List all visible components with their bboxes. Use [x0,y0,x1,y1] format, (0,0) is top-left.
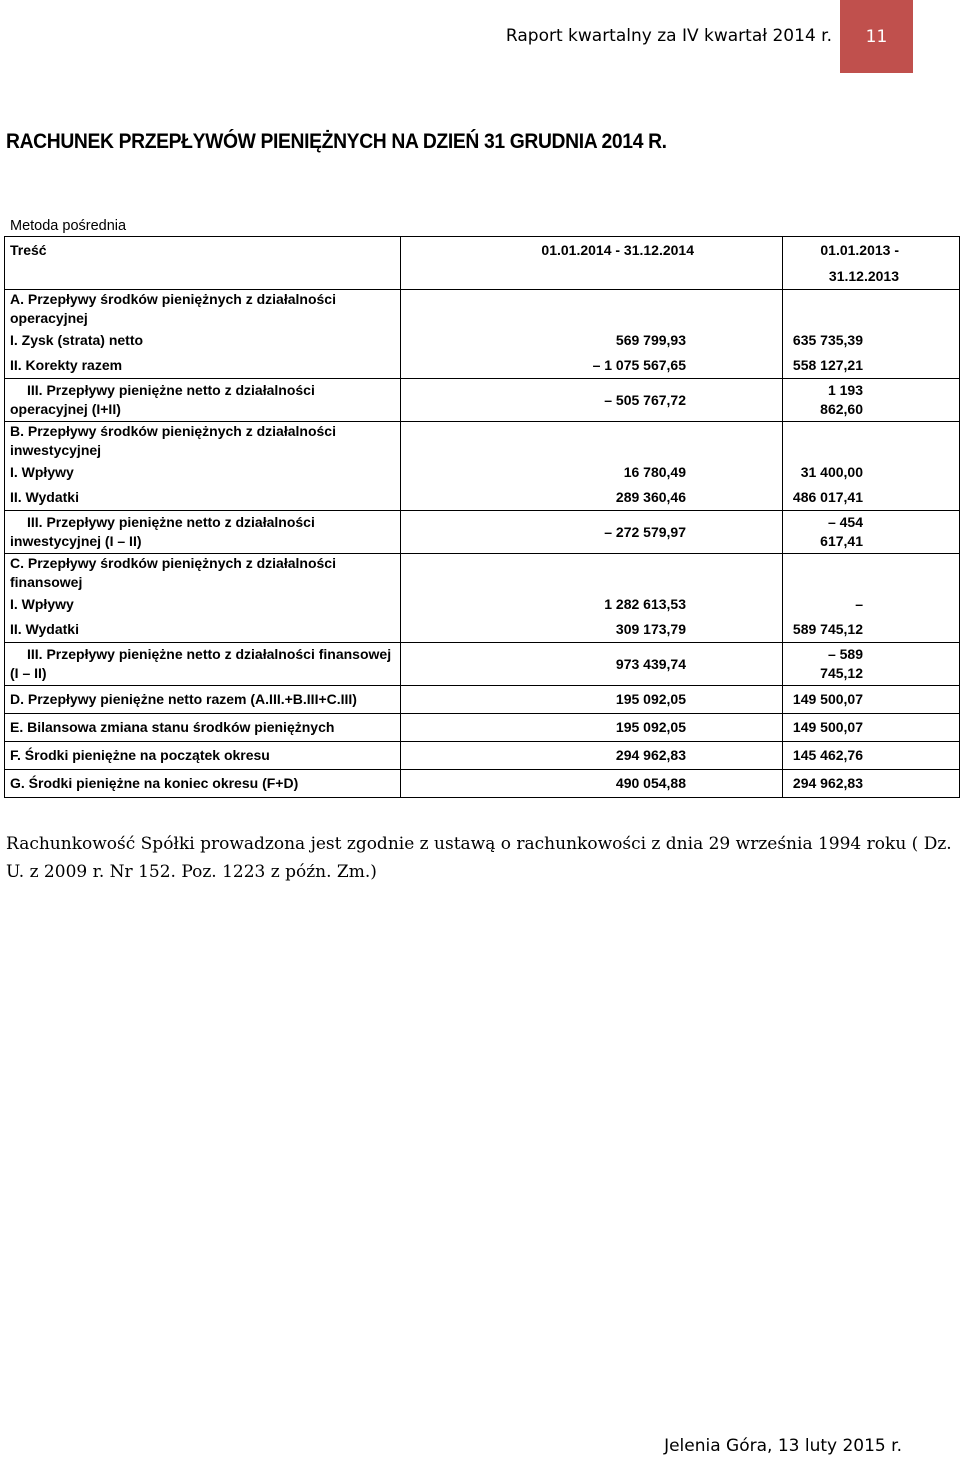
page-number: 11 [865,26,888,47]
accounting-note: Rachunkowość Spółki prowadzona jest zgodnie z ustawą o rachunkowości z dnia 29 września 1994 roku ( Dz. U. z 2009 r. Nr 152. Poz. 1223 z późn. Zm.) [6,834,952,882]
row-value-2014: 195 092,05 [401,686,783,714]
row-value-2014: 195 092,05 [401,714,783,742]
row-label-text: C. Przepływy środków pieniężnych z działalności finansowej [10,555,336,590]
row-value-2013: 149 500,07 [783,686,960,714]
header-period-2014: 01.01.2014 - 31.12.2014 [401,237,783,290]
table-row [5,379,960,422]
row-value-2013 [783,554,960,593]
row-label [5,328,401,353]
row-label [5,643,401,686]
row-label [5,290,401,329]
row-value-2014 [401,290,783,329]
cash-flow-table [4,236,960,798]
table-row [5,422,960,461]
row-value-2013: 294 962,83 [783,770,960,798]
row-value-2013: – 454 617,41 [783,511,960,554]
row-value-2014: 973 439,74 [401,643,783,686]
row-label [5,422,401,461]
row-value-2013: 1 193 862,60 [783,379,960,422]
row-label-text: II. Wydatki [10,489,79,505]
row-label: D. Przepływy pieniężne netto razem (A.III.+B.III+C.III) [5,686,401,714]
table-row [5,742,960,770]
row-value-2013: – [783,592,960,617]
row-value-2014 [401,422,783,461]
table-row [5,460,960,485]
method-label: Metoda pośrednia [10,218,127,234]
row-value-2014: 294 962,83 [401,742,783,770]
row-value-2013: 149 500,07 [783,714,960,742]
row-label-text: A. Przepływy środków pieniężnych z działalności operacyjnej [10,291,336,326]
row-label [5,592,401,617]
table-row [5,554,960,593]
row-label [5,379,401,422]
row-value-2014: 289 360,46 [401,485,783,511]
row-value-2013: 635 735,39 [783,328,960,353]
row-label-text: I. Wpływy [10,464,74,480]
page-number-badge [840,0,913,73]
header-period-2013: 01.01.2013 - 31.12.2013 [783,237,960,290]
report-header-title: Raport kwartalny za IV kwartał 2014 r. [505,26,832,46]
table-row [5,511,960,554]
row-label [5,554,401,593]
table-row [5,485,960,511]
row-label [5,353,401,379]
row-value-2013: 31 400,00 [783,460,960,485]
header-label: Treść [5,237,401,290]
table-row [5,617,960,643]
table-row [5,592,960,617]
row-value-2013 [783,290,960,329]
row-value-2013 [783,422,960,461]
table-row [5,643,960,686]
row-label-text: III. Przepływy pieniężne netto z działalności operacyjnej (I+II) [10,382,315,417]
row-label-text: III. Przepływy pieniężne netto z działalności finansowej (I – II) [10,646,392,681]
row-label [5,617,401,643]
row-label: F. Środki pieniężne na początek okresu [5,742,401,770]
row-label [5,485,401,511]
row-label-text: I. Wpływy [10,596,74,612]
row-value-2014: 309 173,79 [401,617,783,643]
row-value-2014: 16 780,49 [401,460,783,485]
table-row [5,353,960,379]
row-label: G. Środki pieniężne na koniec okresu (F+D) [5,770,401,798]
table-row [5,686,960,714]
row-label: E. Bilansowa zmiana stanu środków pieniężnych [5,714,401,742]
row-label-text: II. Korekty razem [10,357,123,373]
place-and-date: Jelenia Góra, 13 luty 2015 r. [664,1436,902,1456]
row-value-2013: 589 745,12 [783,617,960,643]
row-value-2013: 558 127,21 [783,353,960,379]
row-label-text: III. Przepływy pieniężne netto z działalności inwestycyjnej (I – II) [10,514,315,549]
row-value-2014: 490 054,88 [401,770,783,798]
row-value-2013: 145 462,76 [783,742,960,770]
row-label [5,511,401,554]
table-row [5,290,960,329]
row-value-2014: – 505 767,72 [401,379,783,422]
table-header-row [5,237,960,290]
row-value-2013: – 589 745,12 [783,643,960,686]
row-label-text: B. Przepływy środków pieniężnych z działalności inwestycyjnej [10,423,336,458]
row-value-2013: 486 017,41 [783,485,960,511]
row-value-2014: 1 282 613,53 [401,592,783,617]
row-value-2014: – 1 075 567,65 [401,353,783,379]
row-value-2014: 569 799,93 [401,328,783,353]
row-label-text: II. Wydatki [10,621,79,637]
row-label [5,460,401,485]
row-value-2014 [401,554,783,593]
row-value-2014: – 272 579,97 [401,511,783,554]
table-row [5,328,960,353]
table-row [5,714,960,742]
row-label-text: I. Zysk (strata) netto [10,332,144,348]
document-title: RACHUNEK PRZEPŁYWÓW PIENIĘŻNYCH NA DZIEŃ 31 GRUDNIA 2014 R. [6,130,667,153]
table-row [5,770,960,798]
